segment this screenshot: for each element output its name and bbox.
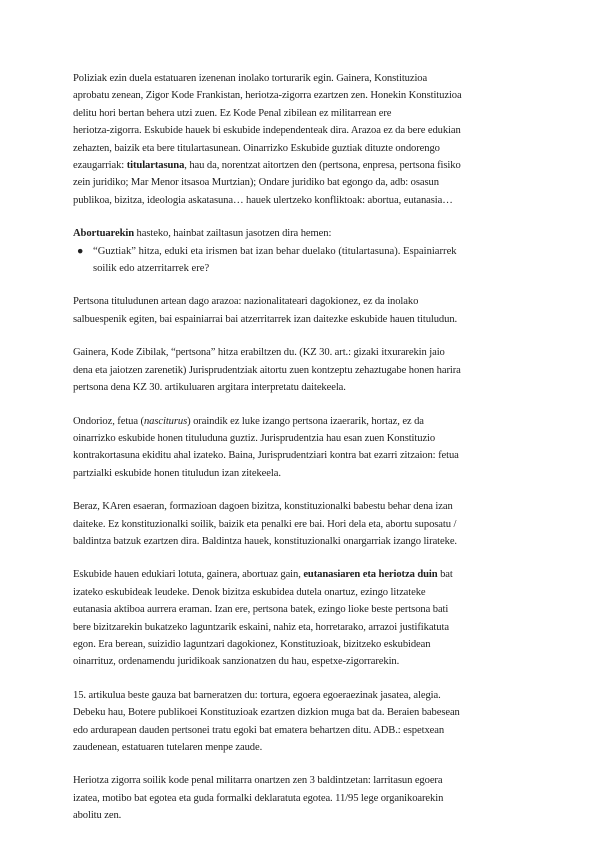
text-line [73, 413, 530, 430]
paragraph-3 [73, 293, 530, 328]
text-line: baldintza batzuk ezartzen dira. Baldintza hauek, konstituzionalki onargarriak izango lirateke. [73, 535, 457, 547]
paragraph-7 [73, 566, 530, 670]
bullet-icon: ● [77, 245, 84, 257]
text-line: Beraz, KAren esaeran, formazioan dagoen bizitza, konstituzionalki babestu behar dena izan [73, 501, 453, 513]
text-segment: ezaugarriak: [73, 160, 127, 172]
text-line: eutanasia aktiboa aurrera eraman. Izan ere, pertsona batek, ezingo lioke beste pertsona bati [73, 604, 449, 616]
paragraph-5 [73, 413, 530, 483]
text-segment: Ondorioz, fetua ( [73, 415, 144, 427]
text-line: kontrakortasuna ekiditu ahal izateko. Baina, Jurisprudentziari kontra bat ezarri zitzaion: fetua [73, 450, 459, 462]
text-line: izatea, motibo bat egotea eta guda formalki deklaratuta egotea. 11/95 lege organikoarekin [73, 792, 444, 804]
text-line: Heriotza zigorra soilik kode penal militarra onartzen zen 3 baldintzetan: larritasun egoera [73, 775, 443, 787]
text-line: daiteke. Ez konstituzionalki soilik, baizik eta penalki ere bai. Hori dela eta, abortu suposatu / [73, 518, 457, 530]
text-line: salbuespenik egiten, bai espainiarrai bai atzerritarrek izan daitezke eskubide hauen tituludun. [73, 313, 458, 325]
text-segment: Eskubide hauen edukiari lotuta, gainera, abortuaz gain, [73, 569, 304, 581]
text-line: egon. Era berean, suizidio laguntzari dagokionez, Konstituzioak, bizitzeko eskubidean [73, 638, 431, 650]
text-line: dena eta jaiotzen zarenetik) Jurisprudentziak aitortu zuen kontzeptu zehaztugabe honen harira [73, 364, 461, 376]
text-line: zein juridiko; Mar Menor itsasoa Murtzian); Ondare juridiko bat egongo da, adb: osasun [73, 177, 439, 189]
bold-term: eutanasiaren eta heriotza duin [303, 569, 438, 581]
text-line: Gainera, Kode Zibilak, “pertsona” hitza erabiltzen du. (KZ 30. art.: gizaki itxurarekin jaio [73, 347, 445, 359]
paragraph-6 [73, 498, 530, 550]
text-line: delitu hori bertan behera utzi zuen. Ez Kode Penal zibilean ez militarrean ere [73, 107, 392, 119]
paragraph-4 [73, 344, 530, 396]
text-line: Debeku hau, Botere publikoei Konstituzioak ezartzen dizkion muga bat da. Beraien babesean [73, 707, 460, 719]
paragraph-9 [73, 772, 530, 824]
text-line: zaudenean, estatuaren tutelaren menpe zaude. [73, 742, 263, 753]
text-segment: , hau da, norentzat aitortzen den (pertsona, enpresa, pertsona fisiko [184, 160, 461, 172]
bold-term: Abortuarekin [73, 228, 134, 240]
text-line: Pertsona tituludunen artean dago arazoa: nazionalitateari dagokionez, ez da inolako [73, 296, 419, 308]
text-line: abolitu zen. [73, 810, 122, 822]
text-line: izateko eskubideak leudeke. Denok bizitza eskubidea dutela onartuz, ezingo litzateke [73, 586, 426, 598]
paragraph-2 [73, 225, 530, 242]
bullet-list [73, 243, 530, 278]
text-line: Poliziak ezin duela estatuaren izenenan inolako torturarik egin. Gainera, Konstituzioa [73, 73, 428, 84]
italic-term: nasciturus [143, 415, 188, 427]
text-line: zehazten, baizik eta bere titulartasunean. Oinarrizko Eskubide guztiak dituzte ondorengo [73, 142, 440, 154]
text-line: pertsona dena KZ 30. artikuluaren argitara interpretatu daitekeela. [73, 382, 346, 394]
text-segment: ) oraindik ez luke izango pertsona izaerarik, hortaz, ez da [187, 415, 424, 427]
paragraph-8 [73, 687, 530, 757]
text-line: publikoa, bizitza, ideologia askatasuna… hauek ulertzeko konfliktoak: abortua, eutanasia… [73, 194, 453, 206]
text-line: oinarrizko eskubide honen tituluduna guztiz. Jurisprudentzia hau esan zuen Konstituzio [73, 432, 436, 444]
text-line: “Guztiak” hitza, eduki eta irismen bat izan behar duelako (titulartasuna). Espainiarrek [93, 245, 457, 257]
text-line [73, 225, 530, 242]
text-line: soilik edo atzerritarrek ere? [93, 263, 210, 275]
paragraph-1 [73, 70, 530, 209]
list-item [73, 243, 530, 278]
text-line: bere bizitzarekin bukatzeko laguntzarik eskaini, nahiz eta, horretarako, arrazoi justifikatuta [73, 621, 449, 633]
text-line: edo ardurapean dauden pertsonei tratu egoki bat ematera behartzen ditu. ADB.: espetxean [73, 724, 445, 736]
bold-term: titulartasuna [126, 160, 185, 172]
text-line [73, 566, 530, 583]
text-segment: bat [437, 569, 453, 581]
text-line: partzialki eskubide honen tituludun izan zitekeela. [73, 467, 281, 479]
text-line: heriotza-zigorra. Eskubide hauek bi eskubide independenteak dira. Arazoa ez da bere edukian [73, 125, 461, 137]
text-line: 15. artikulua beste gauza bat barneratzen du: tortura, egoera egoeraezinak jasatea, alegia. [73, 689, 441, 701]
text-line: aprobatu zenean, Zigor Kode Frankistan, heriotza-zigorra ezartzen zen. Honekin Konstituzioa [73, 90, 462, 102]
text-line: oinarrituz, ordenamendu juridikoak sanzionatzen du hau, espetxe-zigorrarekin. [73, 656, 400, 668]
text-line [73, 157, 530, 174]
text-segment: hasteko, hainbat zailtasun jasotzen dira hemen: [134, 228, 332, 240]
